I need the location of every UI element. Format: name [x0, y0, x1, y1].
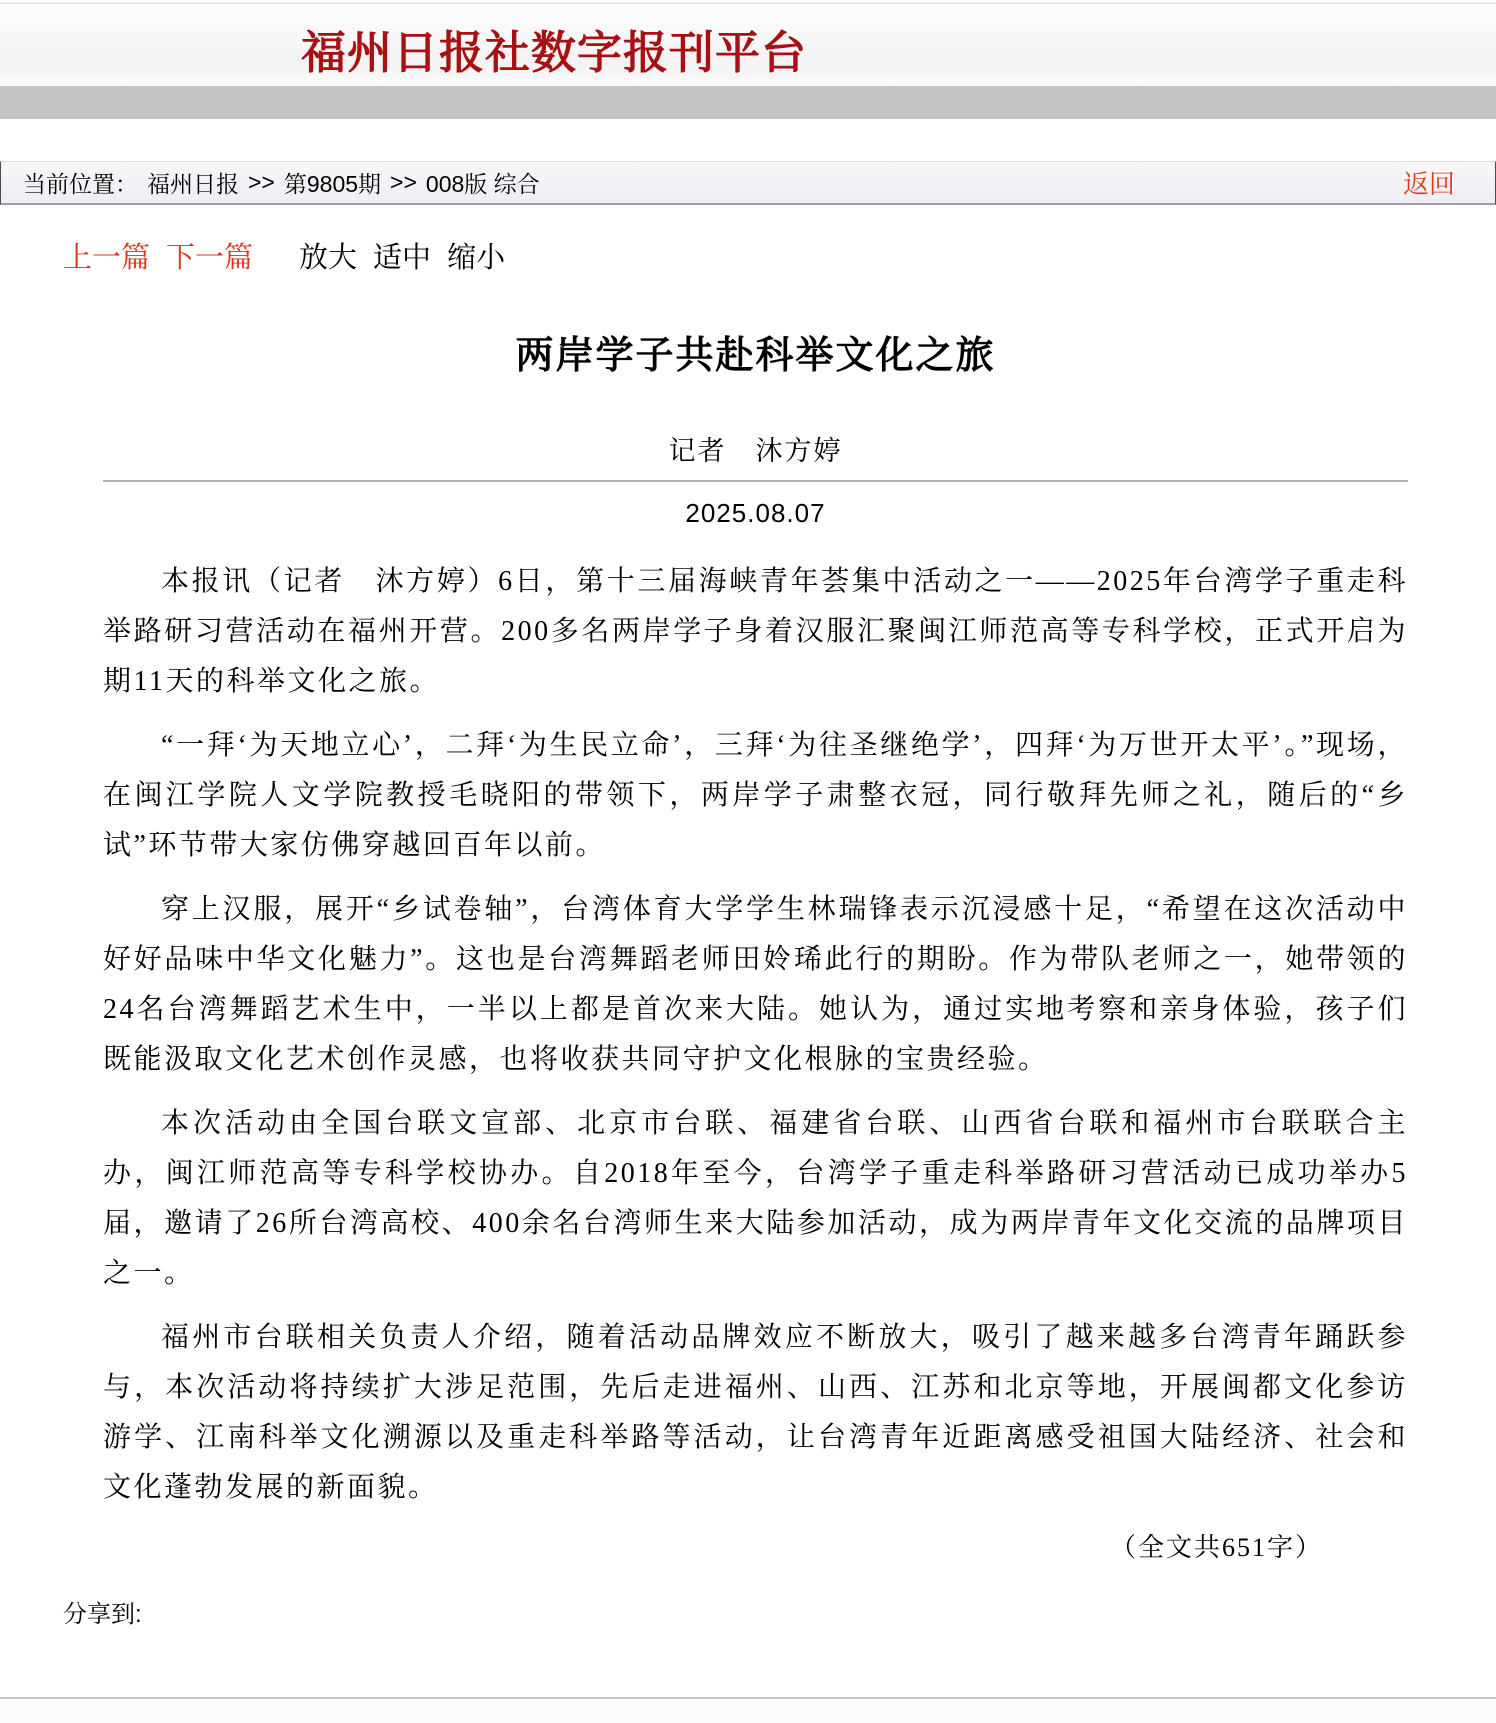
breadcrumb-bar [0, 161, 1496, 205]
site-title: 福州日报社数字报刊平台 [301, 27, 808, 78]
article-paragraph: 本次活动由全国台联文宣部、北京市台联、福建省台联、山西省台联和福州市台联联合主办，闽江师范高等专科学校协办。自2018年至今，台湾学子重走科举路研习营活动已成功举办5届，邀请了26所台湾高校、400余名台湾师生来大陆参加活动，成为两岸青年文化交流的品牌项目之一。 [103, 1108, 1408, 1289]
back-button[interactable]: 返回 [1402, 169, 1455, 199]
breadcrumb-separator: >> [390, 169, 417, 195]
zoom-out-link[interactable]: 缩小 [447, 242, 506, 274]
article [103, 324, 1408, 1564]
article-title: 两岸学子共赴科举文化之旅 [515, 335, 996, 377]
article-date: 2025.08.07 [685, 498, 826, 528]
word-count: （全文共651字） [1109, 1533, 1323, 1562]
next-article-link[interactable]: 下一篇 [166, 242, 254, 274]
breadcrumb-label: 当前位置： [23, 171, 138, 197]
byline-divider [103, 480, 1408, 482]
zoom-in-link[interactable]: 放大 [299, 242, 358, 274]
breadcrumb-separator: >> [248, 169, 275, 195]
article-toolbar [63, 235, 1496, 276]
article-paragraph: “一拜‘为天地立心’，二拜‘为生民立命’，三拜‘为往圣继绝学’，四拜‘为万世开太平’。”现场，在闽江学院人文学院教授毛晓阳的带领下，两岸学子肃整衣冠，同行敬拜先师之礼，随后的“乡试”环节带大家仿佛穿越回百年以前。 [103, 730, 1408, 861]
breadcrumb-item-issue[interactable]: 第9805期 [283, 171, 382, 197]
masthead-gray-bar [0, 86, 1496, 119]
article-paragraph: 福州市台联相关负责人介绍，随着活动品牌效应不断放大，吸引了越来越多台湾青年踊跃参与，本次活动将持续扩大涉足范围，先后走进福州、山西、江苏和北京等地，开展闽都文化参访游学、江南科举文化溯源以及重走科举路等活动，让台湾青年近距离感受祖国大陆经济、社会和文化蓬勃发展的新面貌。 [103, 1322, 1408, 1503]
footer-strip [0, 1697, 1496, 1723]
breadcrumb [23, 166, 1403, 199]
masthead [0, 3, 1496, 86]
share-label: 分享到: [63, 1601, 142, 1628]
breadcrumb-item-paper[interactable]: 福州日报 [147, 171, 239, 197]
article-paragraph: 穿上汉服，展开“乡试卷轴”，台湾体育大学学生林瑞锋表示沉浸感十足，“希望在这次活动中好好品味中华文化魅力”。这也是台湾舞蹈老师田姈琋此行的期盼。作为带队老师之一，她带领的24名台湾舞蹈艺术生中，一半以上都是首次来大陆。她认为，通过实地考察和亲身体验，孩子们既能汲取文化艺术创作灵感，也将收获共同守护文化根脉的宝贵经验。 [103, 894, 1408, 1075]
article-paragraph: 本报讯（记者 沐方婷）6日，第十三届海峡青年荟集中活动之一——2025年台湾学子重走科举路研习营活动在福州开营。200多名两岸学子身着汉服汇聚闽江师范高等专科学校，正式开启为期11天的科举文化之旅。 [103, 566, 1408, 697]
prev-article-link[interactable]: 上一篇 [63, 242, 151, 274]
article-byline: 记者 沐方婷 [668, 436, 843, 466]
article-body [103, 557, 1408, 1513]
breadcrumb-item-page[interactable]: 008版 综合 [425, 171, 540, 197]
zoom-fit-link[interactable]: 适中 [373, 242, 432, 274]
